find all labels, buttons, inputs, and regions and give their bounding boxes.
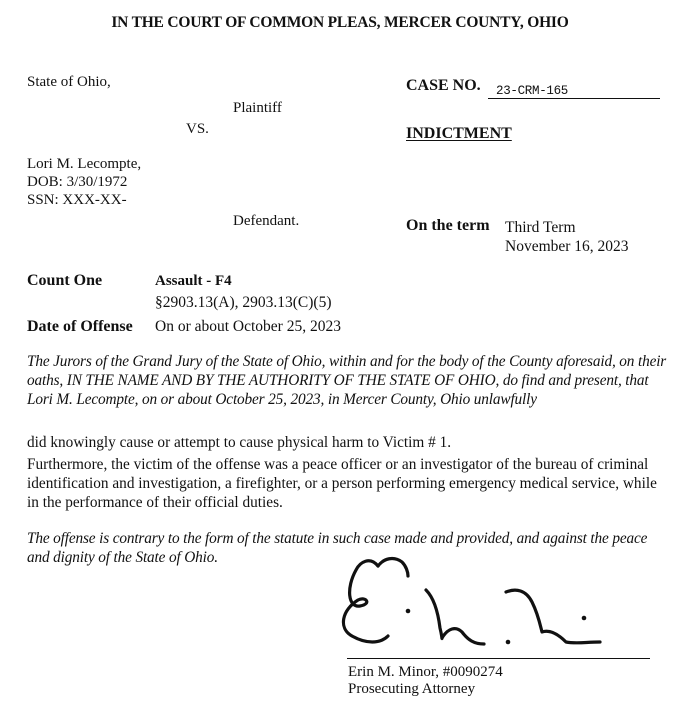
signature-stroke-m xyxy=(506,590,600,643)
case-number-value: 23-CRM-165 xyxy=(496,84,569,98)
count-label: Count One xyxy=(27,272,103,289)
defendant-info xyxy=(27,155,141,209)
charge-paragraph: did knowingly cause or attempt to cause physical harm to Victim # 1. xyxy=(27,434,452,451)
term-value xyxy=(505,218,629,256)
count-statute: §2903.13(A), 2903.13(C)(5) xyxy=(155,294,332,311)
signature-dot-2 xyxy=(506,640,511,645)
signer-name: Erin M. Minor, #0090274 xyxy=(348,664,503,680)
signature-line xyxy=(347,658,650,659)
jurors-paragraph: The Jurors of the Grand Jury of the State of Ohio, within and for the body of the County aforesaid, on their oaths, IN THE NAME AND BY THE AUTHORITY OF THE STATE OF OHIO, do find and present, that Lori M. Lecompte, on or about October 25, 2023, in Mercer County, Ohio unlawfully xyxy=(27,353,667,408)
court-title: IN THE COURT OF COMMON PLEAS, MERCER COUNTY, OHIO xyxy=(111,14,569,31)
case-number-field xyxy=(488,84,660,99)
defendant-dob: DOB: 3/30/1972 xyxy=(27,174,128,190)
defendant-ssn: SSN: XXX-XX- xyxy=(27,192,127,208)
signer-block xyxy=(348,664,503,698)
specification-paragraph: Furthermore, the victim of the offense was a peace officer or an investigator of the bureau of criminal identification and investigation, a firefighter, or a person performing emergency medical service, while in the performance of their official duties. xyxy=(27,456,657,511)
contrary-paragraph: The offense is contrary to the form of the statute in such case made and provided, and against the peace and dignity of the State of Ohio. xyxy=(27,530,648,566)
defendant-name: Lori M. Lecompte, xyxy=(27,156,142,172)
signature-dot-1 xyxy=(406,609,411,614)
signature-stroke-e xyxy=(343,561,388,642)
signature-stroke-e-top xyxy=(378,559,408,576)
case-number-label: CASE NO. xyxy=(406,77,481,94)
document-type-heading: INDICTMENT xyxy=(406,125,512,142)
term-name: Third Term xyxy=(505,219,576,236)
signer-title: Prosecuting Attorney xyxy=(348,681,476,697)
versus-label: VS. xyxy=(186,121,209,137)
plaintiff-label: Plaintiff xyxy=(233,100,282,116)
offense-date-value: On or about October 25, 2023 xyxy=(155,318,341,335)
plaintiff-name: State of Ohio, xyxy=(27,74,111,90)
count-offense-title: Assault - F4 xyxy=(155,273,232,289)
signature-stroke-h xyxy=(426,590,484,644)
defendant-label: Defendant. xyxy=(233,213,300,229)
handwritten-signature xyxy=(330,548,660,656)
term-date: November 16, 2023 xyxy=(505,238,629,255)
signature-dot-3 xyxy=(582,616,587,621)
term-label: On the term xyxy=(406,217,490,234)
offense-date-label: Date of Offense xyxy=(27,318,133,335)
